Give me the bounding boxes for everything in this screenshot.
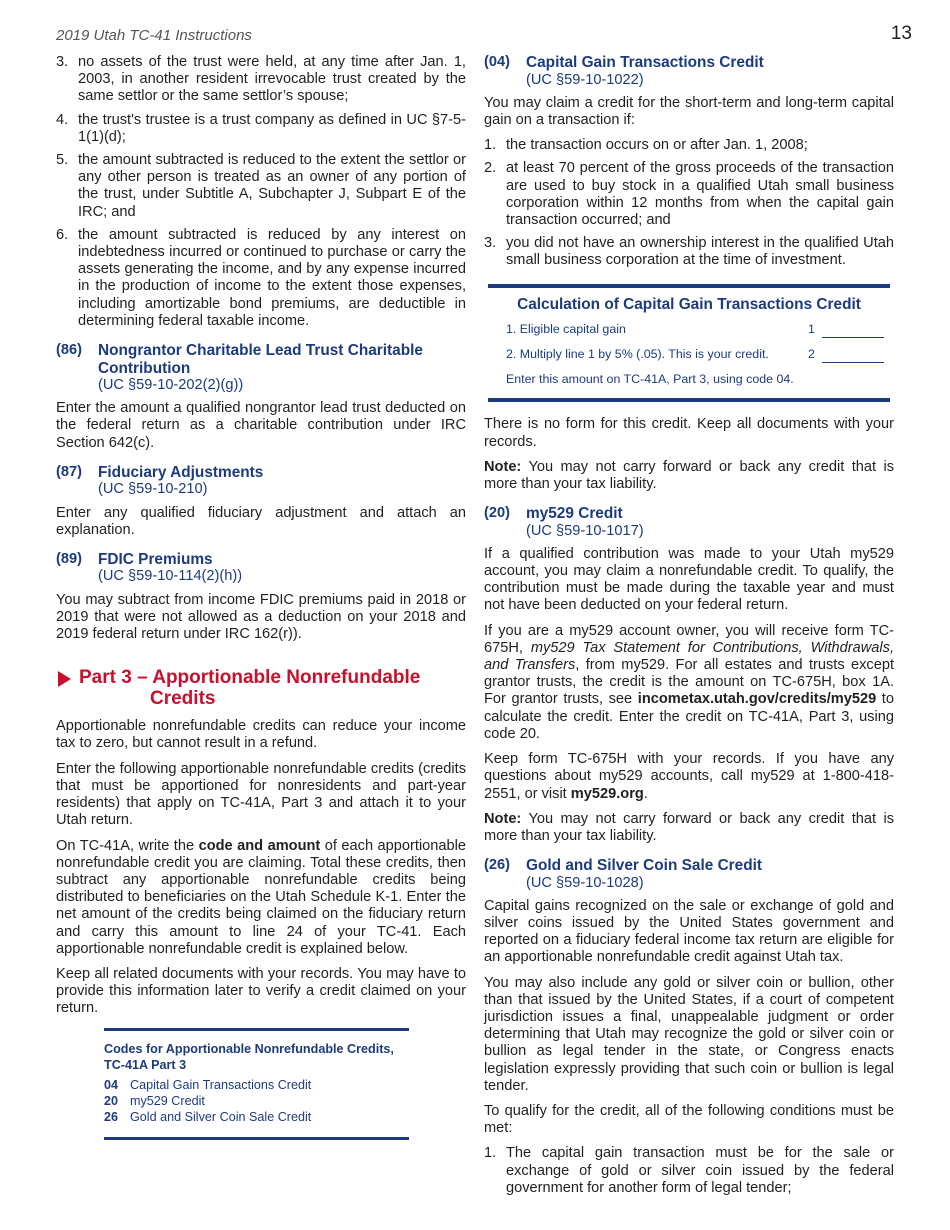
- list-item: 3. no assets of the trust were held, at any time after Jan. 1, 2003, in another resident irrevocable trust created by the same settlor or the same settlor’s spouse;: [56, 54, 466, 105]
- calculation-line-1: 1. Eligible capital gain 1: [506, 321, 890, 338]
- part-3-heading: Part 3 – Apportionable Nonrefundable Credits: [56, 667, 466, 709]
- left-column: [56, 54, 466, 1140]
- section-title: Gold and Silver Coin Sale Credit: [526, 857, 763, 875]
- credit-code-row: 26 Gold and Silver Coin Sale Credit: [104, 1109, 312, 1124]
- note-text: Note: You may not carry forward or back any credit that is more than your tax liability.: [484, 458, 894, 492]
- my529-credits-link[interactable]: incometax.utah.gov/credits/my529: [637, 691, 877, 708]
- part-3-paragraph: Apportionable nonrefundable credits can reduce your income tax to zero, but cannot result in a refund.: [56, 718, 466, 752]
- capital-gain-conditions-list: [484, 137, 894, 269]
- page-number: 13: [890, 23, 912, 44]
- list-item: 6. the amount subtracted is reduced by any interest on indebtedness incurred or continued to purchase or carry the assets generating the income, and by any expense incurred in the production of income to the extent those expenses, including amortizable bond premiums, are deductible in determining federal taxable income.: [56, 226, 466, 329]
- part-3-paragraph: On TC-41A, write the code and amount of each apportionable nonrefundable credit you are claiming. Total these credits, then subtract any apportionable nonrefundable credits being distributed to beneficiaries on the Utah Schedule K-1. Enter the net amount of the credits being claimed on the fiduciary return and carry this amount to line 24 of your TC-41. Each apportionable nonrefundable credit is explained below.: [56, 837, 467, 957]
- section-reference: (UC §59-10-202(2)(g)): [98, 377, 244, 394]
- triangle-bullet-icon: [58, 671, 71, 687]
- section-reference: (UC §59-10-1022): [526, 71, 644, 88]
- section-04-heading: (04) Capital Gain Transactions Credit (UC §59-10-1022): [484, 54, 764, 88]
- list-item: 1. The capital gain transaction must be for the sale or exchange of gold or silver coin issued by the federal government for another form of legal tender;: [484, 1145, 894, 1196]
- note-text: Note: You may not carry forward or back any credit that is more than your tax liability.: [484, 810, 894, 844]
- calculation-instruction: Enter this amount on TC-41A, Part 3, using code 04.: [506, 372, 794, 387]
- list-item: 3. you did not have an ownership interest in the qualified Utah small business corporation at the time of investment.: [484, 235, 894, 269]
- section-title: Fiduciary Adjustments: [98, 463, 264, 481]
- list-item: 5. the amount subtracted is reduced to the extent the settlor or any other person is treated as an owner of any portion of the trust, under Subtitle A, Subchapter J, Subpart E of the IRC; and: [56, 152, 466, 220]
- part-3-paragraph: Enter the following apportionable nonrefundable credits (credits that must be apportioned for nonresidents and part-year residents) that apply on TC-41A, Part 3 and attach it to your Utah return.: [56, 760, 466, 829]
- calculation-line-2: 2. Multiply line 1 by 5% (.05). This is your credit. 2: [506, 346, 890, 363]
- right-column: [484, 54, 894, 1203]
- list-item: 2. at least 70 percent of the gross proceeds of the transaction are used to buy stock in a qualified Utah small business corporation within 12 months from when the capital gain transaction occurred; and: [484, 160, 894, 228]
- section-20-paragraph: If you are a my529 account owner, you will receive form TC-675H, my529 Tax Statement for Contributions, Withdrawals, and Transfers, from my529. For all estates and trusts except grantor trusts, the credit is the amount on TC-675H, box 1A. For grantor trusts, see incometax.utah.gov/credits/my529 to calculate the credit. Enter the credit on TC-41A, Part 3, using code 20.: [484, 622, 894, 742]
- list-item: 1. the transaction occurs on or after Jan. 1, 2008;: [484, 137, 808, 154]
- section-87-text: Enter any qualified fiduciary adjustment and attach an explanation.: [56, 504, 466, 538]
- section-reference: (UC §59-10-210): [98, 481, 208, 498]
- section-86-heading: (86) Nongrantor Charitable Lead Trust Charitable Contribution (UC §59-10-202(2)(g)): [56, 342, 466, 394]
- page-header-title: 2019 Utah TC-41 Instructions: [56, 27, 252, 44]
- section-26-paragraph: Capital gains recognized on the sale or exchange of gold and silver coins issued by the United States government and reported on a fiduciary federal income tax return are eligible for an apportionable nonrefundable credit against Utah tax.: [484, 897, 894, 966]
- section-20-paragraph: If a qualified contribution was made to your Utah my529 account, you may claim a nonrefundable credit. To qualify, the contribution must be made during the taxable year and must not have been deducted on your federal return.: [484, 545, 894, 614]
- section-04-intro: You may claim a credit for the short-term and long-term capital gain on a transaction if:: [484, 94, 894, 128]
- section-26-paragraph: To qualify for the credit, all of the following conditions must be met:: [484, 1103, 894, 1137]
- section-20-paragraph: Keep form TC-675H with your records. If you have any questions about my529 accounts, call my529 at 1-800-418-2551, or visit my529.org.: [484, 751, 894, 802]
- credit-codes-box: [104, 1028, 409, 1140]
- credit-code-row: 20 my529 Credit: [104, 1093, 205, 1108]
- line-2-blank: [822, 350, 884, 363]
- calculation-title: Calculation of Capital Gain Transactions Credit: [517, 295, 861, 313]
- section-title: Nongrantor Charitable Lead Trust Charitable Contribution: [98, 342, 423, 377]
- section-title: Capital Gain Transactions Credit: [526, 54, 764, 71]
- section-20-heading: (20) my529 Credit (UC §59-10-1017): [484, 505, 644, 539]
- my529-website-link[interactable]: my529.org: [570, 785, 644, 802]
- section-26-heading: (26) Gold and Silver Coin Sale Credit (UC §59-10-1028): [484, 857, 763, 891]
- gold-silver-conditions-list: [484, 1145, 894, 1197]
- section-title: FDIC Premiums: [98, 550, 213, 568]
- section-26-paragraph: You may also include any gold or silver coin or bullion, other than that issued by the United States, if a court of competent jurisdiction issues a final, unappealable judgment or order determining that Utah may recognize the gold or silver coin or bullion as legal tender in the state, or Congress enacts legislation expressly providing that such coin or bullion is legal tender.: [484, 974, 894, 1094]
- section-title: my529 Credit: [526, 505, 623, 523]
- credit-code-row: 04 Capital Gain Transactions Credit: [104, 1077, 312, 1092]
- section-reference: (UC §59-10-1017): [526, 522, 644, 539]
- section-reference: (UC §59-10-114(2)(h)): [98, 568, 243, 585]
- section-87-heading: (87) Fiduciary Adjustments (UC §59-10-210): [56, 463, 264, 498]
- part-3-paragraph: Keep all related documents with your records. You may have to provide this information later to verify a credit claimed on your return.: [56, 965, 466, 1017]
- section-86-text: Enter the amount a qualified nongrantor lead trust deducted on the federal return as a charitable contribution under IRC Section 642(c).: [56, 400, 466, 451]
- section-89-text: You may subtract from income FDIC premiums paid in 2018 or 2019 that were not allowed as a deduction on your 2018 and 2019 federal return under IRC 162(r)).: [56, 591, 466, 643]
- list-item: 4. the trust's trustee is a trust company as defined in UC §7-5-1(1)(d);: [56, 111, 466, 145]
- line-1-blank: [822, 325, 884, 338]
- credit-codes-title: Codes for Apportionable Nonrefundable Credits, TC-41A Part 3: [104, 1041, 394, 1072]
- section-reference: (UC §59-10-1028): [526, 874, 644, 891]
- no-form-text: There is no form for this credit. Keep all documents with your records.: [484, 416, 894, 450]
- section-89-heading: (89) FDIC Premiums (UC §59-10-114(2)(h)): [56, 550, 243, 585]
- trust-conditions-list: [56, 54, 466, 330]
- capital-gain-calculation-box: [488, 284, 890, 403]
